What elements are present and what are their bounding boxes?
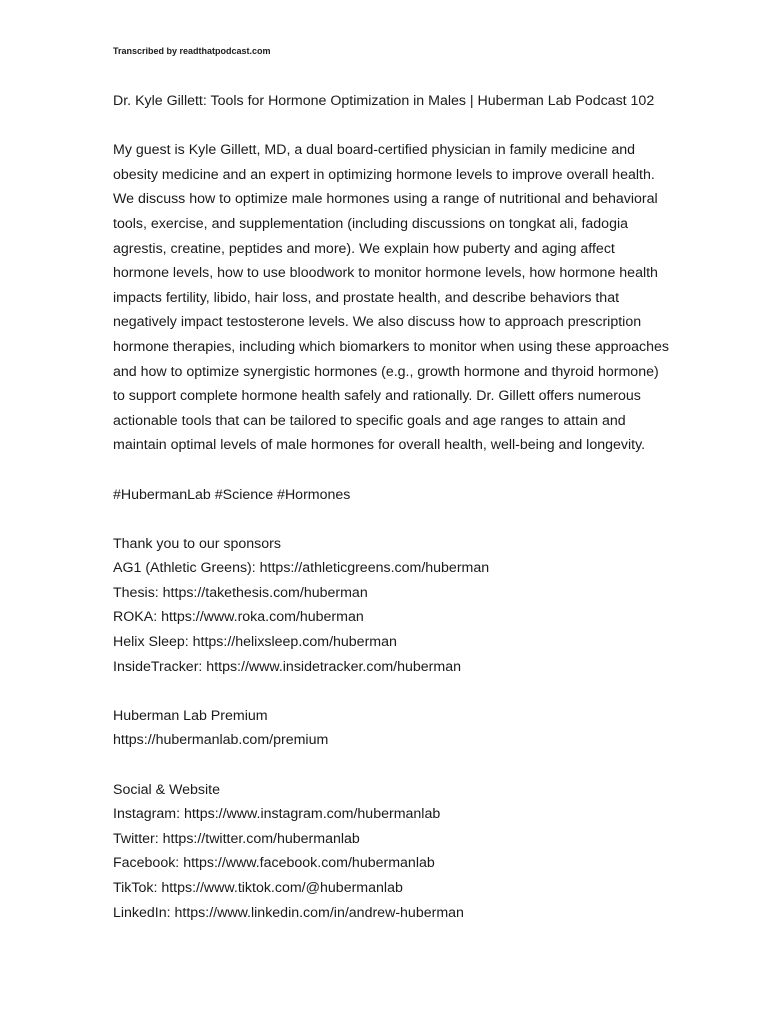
description-line: We discuss how to optimize male hormones using a range of nutritional and behavioral: [113, 191, 658, 208]
sponsor-link[interactable]: Helix Sleep: https://helixsleep.com/huberman: [113, 634, 397, 651]
social-link-linkedin[interactable]: LinkedIn: https://www.linkedin.com/in/andrew-huberman: [113, 904, 464, 921]
social-link-facebook[interactable]: Facebook: https://www.facebook.com/hubermanlab: [113, 855, 435, 872]
sponsors-heading: Thank you to our sponsors: [113, 535, 281, 552]
premium-link[interactable]: https://hubermanlab.com/premium: [113, 732, 329, 749]
description-line: and how to optimize synergistic hormones (e.g., growth hormone and thyroid hormone): [113, 363, 659, 380]
document-body: [113, 89, 693, 925]
sponsor-link[interactable]: AG1 (Athletic Greens): https://athleticgreens.com/huberman: [113, 560, 490, 577]
description-line: hormone levels, how to use bloodwork to monitor hormone levels, how hormone health: [113, 265, 658, 282]
transcription-credit: Transcribed by readthatpodcast.com: [113, 46, 271, 56]
description-line: maintain optimal levels of male hormones for overall health, well-being and longevity.: [113, 437, 646, 454]
description-line: to support complete hormone health safely and rationally. Dr. Gillett offers numerous: [113, 388, 641, 405]
social-link-twitter[interactable]: Twitter: https://twitter.com/hubermanlab: [113, 830, 360, 847]
episode-description: [113, 138, 693, 458]
social-section: [113, 778, 693, 926]
description-line: impacts fertility, libido, hair loss, and prostate health, and describe behaviors that: [113, 289, 620, 306]
social-heading: Social & Website: [113, 781, 220, 798]
premium-heading: Huberman Lab Premium: [113, 707, 268, 724]
description-line: tools, exercise, and supplementation (including discussions on tongkat ali, fadogia: [113, 215, 629, 232]
premium-section: [113, 704, 693, 753]
social-link-tiktok[interactable]: TikTok: https://www.tiktok.com/@hubermanlab: [113, 880, 403, 896]
description-line: negatively impact testosterone levels. We also discuss how to approach prescription: [113, 314, 642, 331]
sponsors-section: [113, 532, 693, 680]
sponsor-link[interactable]: ROKA: https://www.roka.com/huberman: [113, 609, 364, 626]
description-line: hormone therapies, including which biomarkers to monitor when using these approaches: [113, 338, 669, 355]
description-line: My guest is Kyle Gillett, MD, a dual board-certified physician in family medicine and: [113, 142, 636, 159]
paragraph-gap: [113, 679, 693, 704]
social-link-instagram[interactable]: Instagram: https://www.instagram.com/hubermanlab: [113, 806, 441, 823]
sponsor-link[interactable]: Thesis: https://takethesis.com/huberman: [113, 584, 368, 601]
episode-title: Dr. Kyle Gillett: Tools for Hormone Optimization in Males | Huberman Lab Podcast 102: [113, 93, 655, 109]
sponsor-link[interactable]: InsideTracker: https://www.insidetracker.com/huberman: [113, 658, 461, 675]
hashtags: #HubermanLab #Science #Hormones: [113, 486, 351, 503]
description-line: agrestis, creatine, peptides and more). We explain how puberty and aging affect: [113, 240, 615, 257]
description-line: actionable tools that can be tailored to specific goals and age ranges to attain and: [113, 412, 626, 429]
paragraph-gap: [113, 458, 693, 483]
paragraph-gap: [113, 507, 693, 532]
paragraph-gap: [113, 753, 693, 778]
description-line: obesity medicine and an expert in optimizing hormone levels to improve overall health.: [113, 166, 655, 183]
